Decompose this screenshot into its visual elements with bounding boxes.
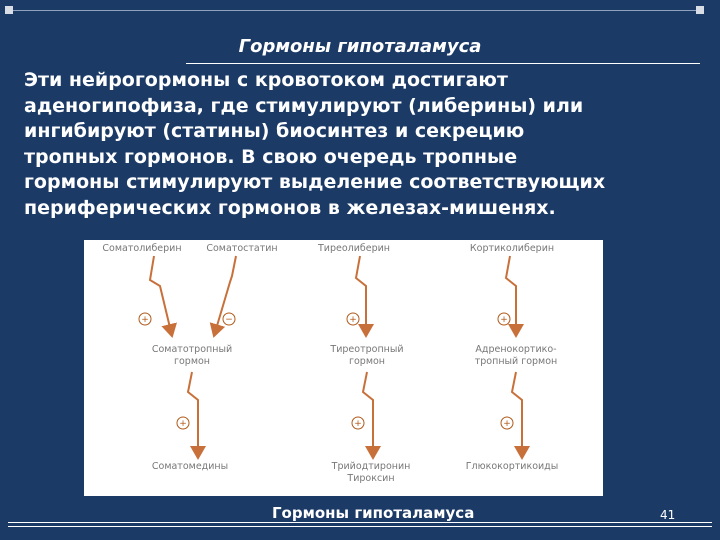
hormone-diagram-svg	[84, 240, 603, 496]
footer-line-1	[8, 522, 712, 523]
arrow-somatoliberin	[150, 256, 172, 336]
label-somatomedins: Соматомедины	[151, 461, 229, 472]
title-underline	[186, 63, 700, 64]
label-tropic-hormone: тропный гормон	[474, 356, 558, 367]
svg-text:+: +	[349, 315, 357, 325]
label-somatostatin: Соматостатин	[206, 243, 278, 254]
footer-title: Гормоны гипоталамуса	[272, 504, 475, 522]
svg-text:+: +	[500, 315, 508, 325]
arrow-acth-down	[512, 372, 522, 458]
label-adrenocortico: Адренокортико-	[475, 344, 557, 355]
label-thyrotropic: Тиреотропный	[330, 344, 404, 355]
svg-text:−: −	[225, 315, 233, 325]
svg-text:+: +	[503, 419, 511, 429]
label-hormone-2: гормон	[348, 356, 386, 367]
label-glucocorticoids: Глюкокортикоиды	[465, 461, 559, 472]
arrow-thyrotropic-down	[363, 372, 373, 458]
arrow-somatotropic-down	[188, 372, 198, 458]
corner-marker-left	[5, 6, 13, 14]
label-corticoliberin: Кортиколиберин	[469, 243, 555, 254]
label-somatotropic: Соматотропный	[151, 344, 233, 355]
corner-marker-right	[696, 6, 704, 14]
label-thyroliberin: Тиреолиберин	[317, 243, 391, 254]
slide-title: Гормоны гипоталамуса	[238, 36, 482, 57]
svg-text:+: +	[354, 419, 362, 429]
label-hormone-1: гормон	[173, 356, 211, 367]
body-paragraph: Эти нейрогормоны с кровотоком достигают аденогипофиза, где стимулируют (либерины) или ингибируют (статины) биосинтез и секрецию тропных гормонов. В свою очередь тропные гормоны стимулируют выделение соответствующих периферических гормонов в железах-мишенях.	[24, 69, 606, 219]
hormone-diagram	[84, 240, 603, 496]
label-thyroxine: Тироксин	[347, 473, 395, 484]
arrow-thyroliberin	[356, 256, 366, 336]
top-frame-line	[10, 10, 700, 11]
label-triiodothyronine: Трийодтиронин	[331, 461, 411, 472]
footer-line-2	[8, 526, 712, 527]
page-number: 41	[660, 508, 676, 522]
svg-text:+: +	[179, 419, 187, 429]
label-somatoliberin: Соматолиберин	[102, 243, 182, 254]
svg-text:+: +	[141, 315, 149, 325]
